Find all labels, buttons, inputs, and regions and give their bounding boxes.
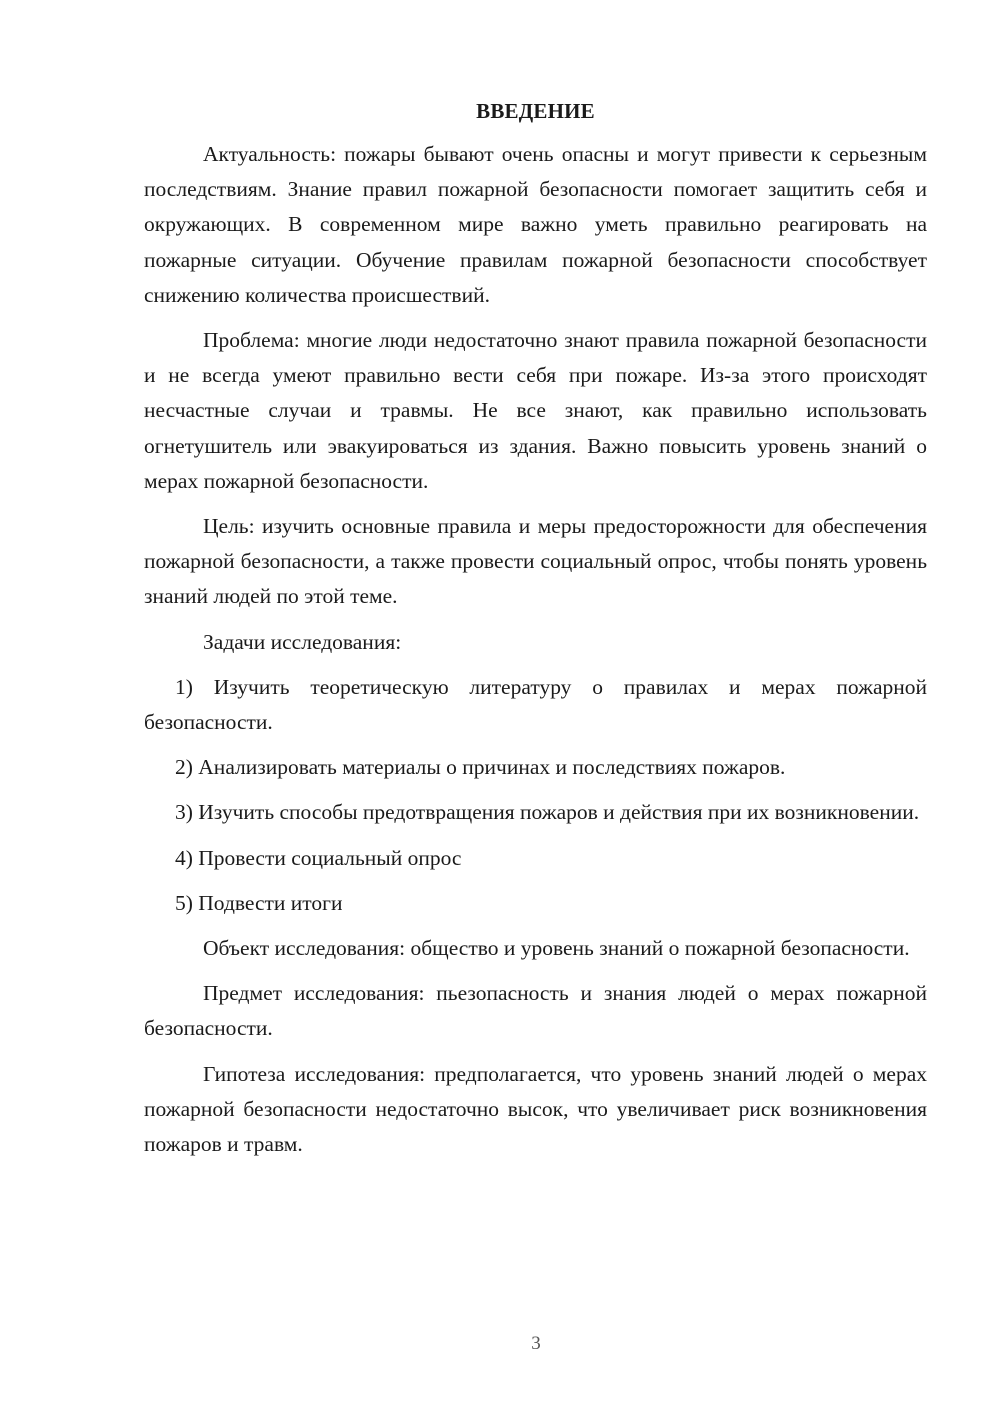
tasks-heading: Задачи исследования: xyxy=(203,629,402,654)
paragraph-relevance: Актуальность: пожары бывают очень опасны и могут привести к серьезным последствиям. Знание правил пожарной безопасности помогает защитить себя и окружающих. В современном мире важно уметь правильно реагировать на пожарные ситуации. Обучение правилам пожарной безопасности способствует снижению количества происшествий. xyxy=(144,142,927,307)
task-item: 2) Анализировать материалы о причинах и последствиях пожаров. xyxy=(175,755,786,780)
page-number: 3 xyxy=(531,1333,541,1354)
paragraph-hypothesis: Гипотеза исследования: предполагается, что уровень знаний людей о мерах пожарной безопасности недостаточно высок, что увеличивает риск возникновения пожаров и травм. xyxy=(144,1061,927,1157)
task-item: 1) Изучить теоретическую литературу о правилах и мерах пожарной безопасности. xyxy=(144,674,927,735)
task-item: 4) Провести социальный опрос xyxy=(175,845,462,870)
paragraph-problem: Проблема: многие люди недостаточно знают правила пожарной безопасности и не всегда умеют правильно вести себя при пожаре. Из-за этого происходят несчастные случаи и травмы. Не все знают, как правильно использовать огнетушитель или эвакуироваться из здания. Важно повысить уровень знаний о мерах пожарной безопасности. xyxy=(144,328,927,493)
page-title: ВВЕДЕНИЕ xyxy=(476,99,595,123)
task-item: 3) Изучить способы предотвращения пожаров и действия при их возникновении. xyxy=(175,800,920,825)
document-page xyxy=(144,94,927,1162)
paragraph-object: Объект исследования: общество и уровень знаний о пожарной безопасности. xyxy=(203,936,910,961)
paragraph-goal: Цель: изучить основные правила и меры предосторожности для обеспечения пожарной безопасности, а также провести социальный опрос, чтобы понять уровень знаний людей по этой теме. xyxy=(144,514,927,609)
paragraph-subject: Предмет исследования: пьезопасность и знания людей о мерах пожарной безопасности. xyxy=(144,981,927,1041)
task-item: 5) Подвести итоги xyxy=(175,890,343,915)
